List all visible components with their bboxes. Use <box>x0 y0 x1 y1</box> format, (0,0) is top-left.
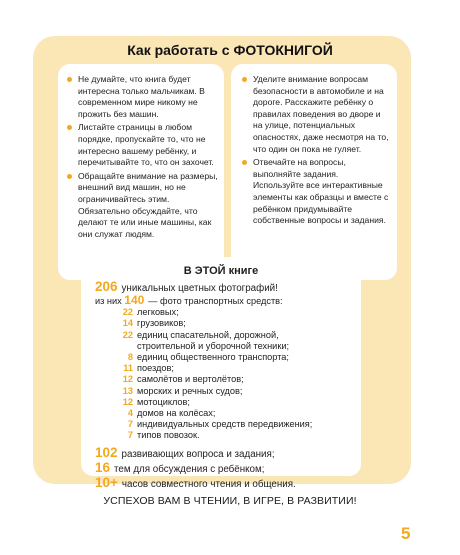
tip-text: Уделите внимание вопросам безопасности в автомобиле и на дороге. Расскажите ребёнку о правилах поведения во дворе и на улице, потенциальных опасностях, даже несмотря на то, что один он пока не гуляет. <box>253 74 389 154</box>
bullet-icon <box>67 77 72 82</box>
extra-number: 102 <box>95 444 118 460</box>
tip-text: Отвечайте на вопросы, выполняйте задания. Используйте все интерактивные элементы как образцы и вместе с ребёнком придумывайте собственные вопросы и задания. <box>253 157 389 226</box>
category-number: 14 <box>122 318 133 329</box>
category-row <box>95 408 365 419</box>
extra-number: 16 <box>95 459 111 475</box>
category-number: 22 <box>122 329 133 340</box>
page-number: 5 <box>401 524 411 543</box>
category-row <box>95 363 365 374</box>
page-title: Как работать с ФОТОКНИГОЙ <box>127 42 333 58</box>
category-text: грузовиков; <box>137 318 186 329</box>
category-number: 7 <box>127 419 133 430</box>
tip-item <box>78 74 218 120</box>
category-number: 4 <box>127 408 133 419</box>
category-row <box>95 386 365 397</box>
stat-text: — фото транспортных средств: <box>148 296 283 306</box>
extra-number: 10+ <box>95 474 118 490</box>
category-text: легковых; <box>137 307 179 318</box>
extra-row <box>95 461 365 476</box>
extra-text: тем для обсуждения с ребёнком; <box>114 463 265 475</box>
bullet-icon <box>67 125 72 130</box>
book-heading: В ЭТОЙ книге <box>183 265 259 277</box>
category-text: строительной и уборочной техники; <box>137 340 290 351</box>
stat-prefix: из них <box>95 296 122 306</box>
category-number: 22 <box>122 307 133 318</box>
tip-text: Обращайте внимание на размеры, внешний вид машин, но не ограничивайтесь этим. Обязательно обсуждайте, что делают те или иные машины, как они служат людям. <box>78 170 218 239</box>
extra-text: развивающих вопроса и задания; <box>121 448 275 460</box>
category-row <box>95 419 365 430</box>
category-text: мотоциклов; <box>137 396 190 407</box>
tips-list-left <box>58 64 224 240</box>
category-row <box>95 307 365 318</box>
tip-item <box>253 74 391 155</box>
tip-text: Листайте страницы в любом порядке, пропускайте то, что не интересно вашему ребёнку, и перечитывайте то, что он захочет. <box>78 122 214 168</box>
tips-list-right <box>231 64 397 227</box>
category-text: морских и речных судов; <box>137 385 243 396</box>
stat-transport <box>95 295 365 307</box>
bullet-icon <box>242 77 247 82</box>
tip-item <box>78 171 218 241</box>
tip-text: Не думайте, что книга будет интересна только мальчикам. В современном мире никому не прожить без машин. <box>78 74 205 119</box>
category-row <box>95 318 365 329</box>
stats-list <box>95 280 365 491</box>
stat-text: уникальных цветных фотографий! <box>121 283 278 294</box>
category-text: единиц общественного транспорта; <box>137 352 289 363</box>
category-text: самолётов и вертолётов; <box>137 374 244 385</box>
bullet-icon <box>67 174 72 179</box>
extra-row <box>95 446 365 461</box>
stat-number: 206 <box>95 279 118 294</box>
category-row <box>95 397 365 408</box>
category-number: 13 <box>122 385 133 396</box>
extra-row <box>95 476 365 491</box>
tips-card-right <box>231 64 397 280</box>
category-number: 11 <box>123 363 133 374</box>
category-text: поездов; <box>137 363 174 374</box>
tip-item <box>253 157 391 227</box>
category-row <box>95 330 365 341</box>
tip-item <box>78 122 218 168</box>
category-number: 7 <box>127 430 133 441</box>
category-number: 8 <box>127 352 133 363</box>
category-number: 12 <box>122 396 133 407</box>
category-text: единиц спасательной, дорожной, <box>137 329 279 340</box>
category-row <box>95 374 365 385</box>
category-row <box>95 341 365 352</box>
bullet-icon <box>242 160 247 165</box>
category-text: домов на колёсах; <box>137 408 216 419</box>
category-row <box>95 352 365 363</box>
category-text: типов повозок. <box>137 430 200 441</box>
footer-slogan: УСПЕХОВ ВАМ В ЧТЕНИИ, В ИГРЕ, В РАЗВИТИИ! <box>103 495 357 507</box>
tips-card-left <box>58 64 224 280</box>
extra-text: часов совместного чтения и общения. <box>121 478 296 490</box>
category-text: индивидуальных средств передвижения; <box>137 419 313 430</box>
stat-number: 140 <box>124 293 145 307</box>
category-row <box>95 430 365 441</box>
category-number: 12 <box>122 374 133 385</box>
